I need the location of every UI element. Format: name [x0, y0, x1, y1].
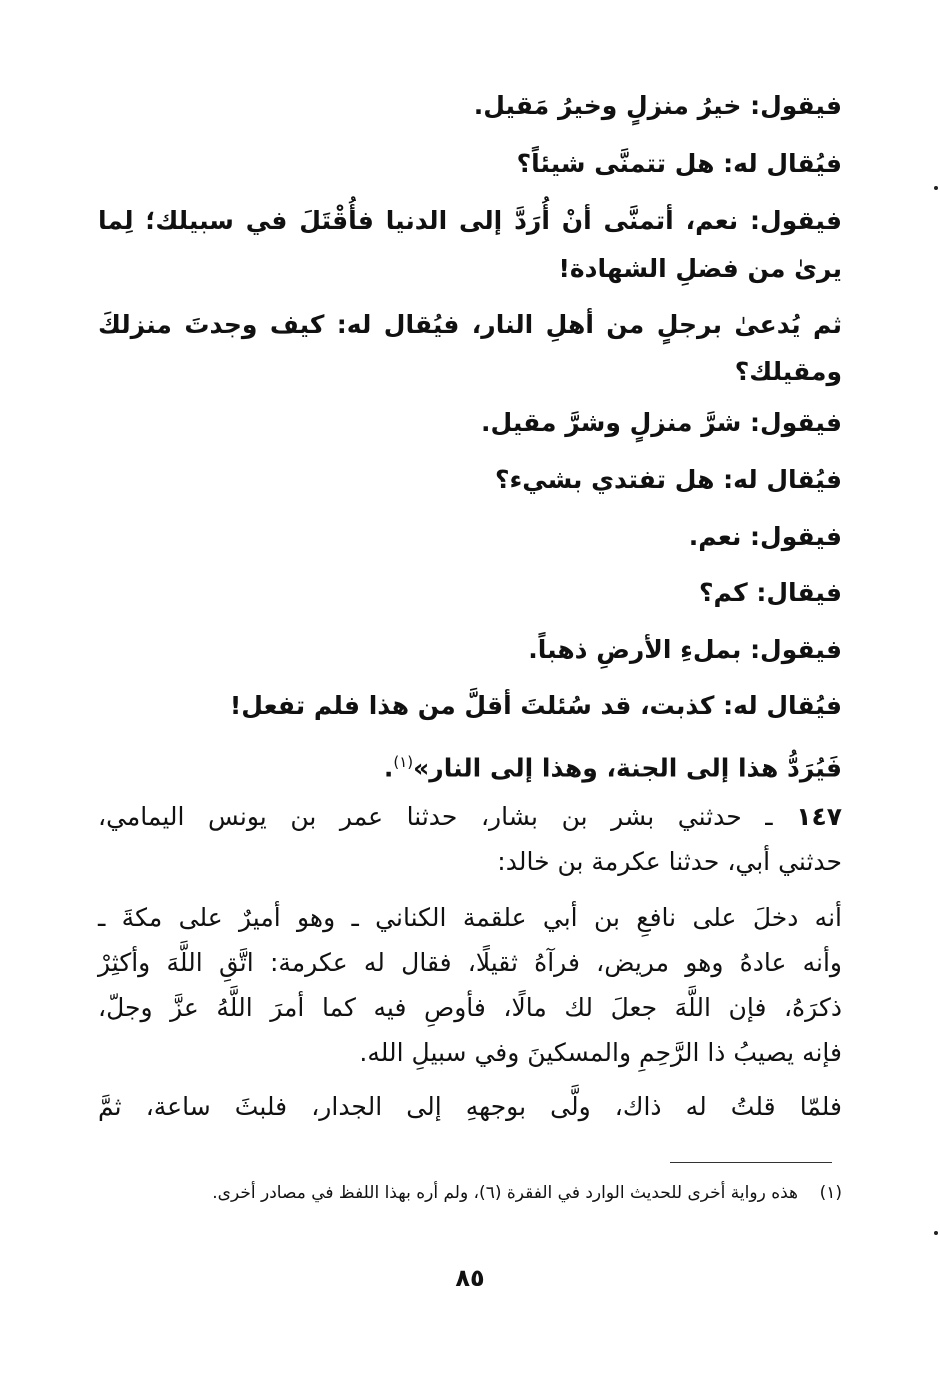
footnote [98, 1176, 842, 1210]
text-line: فيقول: نعم، أتمنَّى أنْ أُرَدَّ إلى الدنيا فأُقْتَلَ في سبيلك؛ لِما [98, 206, 842, 235]
text-line: فيقول: نعم. [688, 522, 842, 551]
footnote-separator [670, 1162, 832, 1163]
line-text: فَيُرَدُّ هذا إلى الجنة، وهذا إلى النار» [413, 753, 842, 783]
scan-speck [934, 1231, 938, 1235]
footnote-reference: (١) [393, 753, 414, 771]
text-line: فيقول: بملءِ الأرضِ ذهباً. [528, 635, 842, 664]
text-line: فيقال: كم؟ [699, 578, 842, 607]
text-line: فيُقال له: هل تفتدي بشيء؟ [495, 465, 842, 494]
page-number: ٨٥ [455, 1264, 485, 1292]
text-line [384, 742, 842, 788]
text-line: فيقول: خيرُ منزلٍ وخيرُ مَقيل. [473, 91, 842, 120]
text-line: ومقيلك؟ [734, 357, 842, 386]
text-line: حدثني أبي، حدثنا عكرمة بن خالد: [497, 847, 842, 876]
text-line: ثم يُدعىٰ برجلٍ من أهلِ النار، فيُقال له: كيف وجدتَ منزلكَ [98, 310, 842, 339]
line-text: ـ حدثني بشر بن بشار، حدثنا عمر بن يونس اليمامي، [98, 802, 773, 831]
line-end: . [383, 753, 394, 783]
text-line: فإنه يصيبُ ذا الرَّحِمِ والمسكينَ وفي سبيلِ الله. [359, 1038, 842, 1067]
hadith-number: ١٤٧ [796, 802, 842, 831]
text-line: يرىٰ من فضلِ الشهادة! [558, 254, 842, 283]
text-line: ذكرَهُ، فإن اللَّهَ جعلَ لك مالًا، فأوصِ فيه كما أمرَ اللَّهُ عزَّ وجلّ، [98, 993, 842, 1022]
footnote-mark: (١) [819, 1183, 842, 1203]
text-line: أنه دخلَ على نافعِ بن أبي علقمة الكناني ـ وهو أميرٌ على مكةَ ـ [98, 903, 842, 932]
text-line: وأنه عادهُ وهو مريض، فرآهُ ثقيلًا، فقال له عكرمة: اتَّقِ اللَّهَ وأكثِرْ [98, 948, 842, 977]
hadith-header-line [98, 797, 842, 837]
footnote-text: هذه رواية أخرى للحديث الوارد في الفقرة (٦)، ولم أره بهذا اللفظ في مصادر أخرى. [212, 1183, 798, 1203]
text-line: فيُقال له: كذبت، قد سُئلتَ أقلَّ من هذا فلم تفعل! [229, 691, 842, 720]
text-line: فلمّا قلتُ له ذاك، ولَّى بوجههِ إلى الجدار، فلبثَ ساعة، ثمَّ [98, 1092, 842, 1121]
text-line: فيقول: شرَّ منزلٍ وشرَّ مقيل. [481, 408, 842, 437]
text-line: فيُقال له: هل تتمنَّى شيئاً؟ [516, 149, 842, 178]
scan-speck [934, 186, 938, 190]
